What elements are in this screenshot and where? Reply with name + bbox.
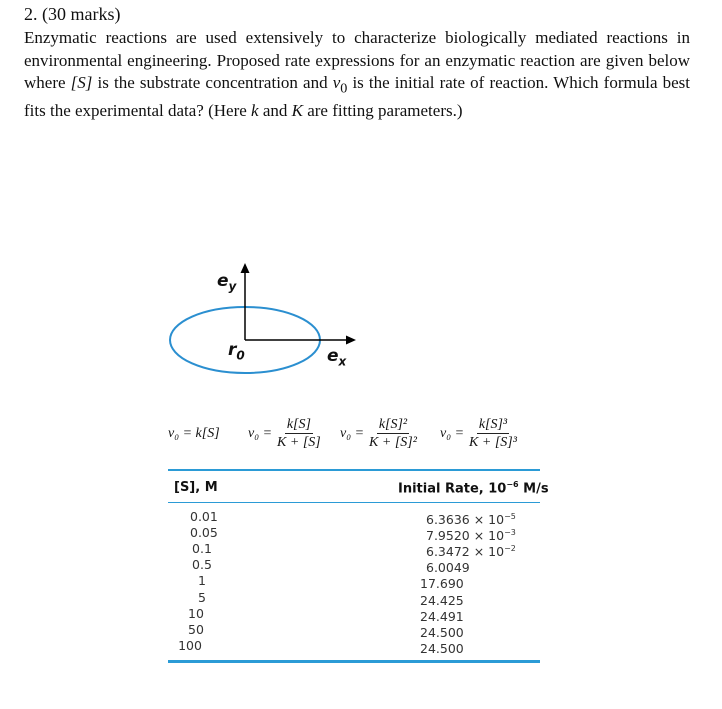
table-row-6-rate-base: 24.425: [420, 593, 464, 609]
formula-linear: [168, 414, 220, 454]
rate-header-unit: M/s: [518, 481, 549, 497]
formula-1-lhs: v₀ =: [168, 426, 193, 441]
table-row-4-s: 0.5: [192, 557, 212, 572]
table-row-1-rate-exp: −5: [504, 512, 516, 521]
formula-4-den: K + [S]³: [469, 435, 517, 450]
problem-text-1: Enzymatic reactions are used extensively to characterize biologically mediated reactions in environmental engineering. Proposed rate expressions for an enzymatic reaction are given below where: [24, 28, 690, 92]
table-row-3-s: 0.1: [192, 541, 212, 556]
r0-label-sub: 0: [236, 348, 245, 363]
formula-3-lhs: v₀ =: [340, 426, 365, 441]
formula-2-lhs: v₀ =: [248, 426, 273, 441]
problem-symbol-k: k: [251, 100, 259, 120]
table-row-3-rate-base: 6.3472 × 10: [426, 544, 505, 560]
problem-text-5: are fitting parameters.): [302, 100, 463, 120]
rate-header-base: Initial Rate, 10: [398, 481, 507, 497]
table-row-9-rate: [420, 638, 464, 657]
formula-2-den: K + [S]: [277, 435, 321, 450]
table-row-3-rate-exp: −2: [504, 544, 516, 553]
r0-label-base: r: [228, 340, 237, 360]
table-row-9-s: 100: [178, 638, 202, 653]
formula-third-order: [440, 414, 519, 454]
problem-text-3: is the initial rate of reaction. Which formula best fits the experimental data? (Here: [24, 73, 690, 120]
table-row-5-s: 1: [198, 573, 206, 588]
ey-label: [217, 271, 236, 293]
table-bottom-rule: [168, 660, 540, 663]
formula-3-fraction: [367, 417, 419, 451]
ey-label-sub: y: [228, 279, 237, 294]
problem-symbol-v-sub: 0: [340, 80, 348, 97]
table-row-4-rate-base: 6.0049: [426, 560, 470, 576]
problem-text-4: and: [258, 100, 292, 120]
table-row-5-rate-base: 17.690: [420, 576, 464, 592]
table-row-7-s: 10: [188, 606, 204, 621]
table-row-1-rate-base: 6.3636 × 10: [426, 512, 505, 528]
formula-4-num: k[S]³: [478, 417, 508, 432]
table-row-7-rate-base: 24.491: [420, 609, 464, 625]
formula-2-num: k[S]: [286, 417, 311, 432]
diagram-figure: [160, 255, 380, 385]
rate-header-exp: −6: [506, 480, 519, 489]
problem-symbol-v: v: [332, 73, 341, 92]
table-header-rule: [168, 502, 540, 503]
table-row-9-rate-base: 24.500: [420, 641, 464, 657]
formula-3-num: k[S]²: [378, 417, 408, 432]
question-heading: 2. (30 marks): [24, 4, 121, 24]
ellipse-diagram: [160, 255, 380, 385]
problem-text-2: is the substrate concentration and: [92, 73, 333, 92]
table-row-6-s: 5: [198, 590, 206, 605]
table-row-8-s: 50: [188, 622, 204, 637]
table-row-8-rate-base: 24.500: [420, 625, 464, 641]
column-header-rate: [398, 480, 549, 496]
formula-4-lhs: v₀ =: [440, 426, 465, 441]
formula-michaelis-menten: [248, 414, 323, 454]
ex-arrowhead: [346, 336, 356, 345]
problem-symbol-s: [S]: [70, 73, 93, 92]
ey-arrowhead: [241, 263, 250, 273]
problem-symbol-K: K: [291, 100, 303, 120]
table-row-2-s: 0.05: [190, 525, 218, 540]
table-row-2-rate-base: 7.9520 × 10: [426, 528, 505, 544]
formula-3-den: K + [S]²: [369, 435, 417, 450]
table-row-2-rate-exp: −3: [504, 528, 516, 537]
formula-4-fraction: [467, 417, 519, 451]
table-top-rule: [168, 469, 540, 471]
table-row-1-s: 0.01: [190, 509, 218, 524]
r0-label: [228, 340, 245, 362]
formula-1-expr: k[S]: [195, 426, 220, 441]
problem-statement: [24, 27, 690, 122]
ex-label-sub: x: [338, 354, 347, 369]
ey-label-base: e: [217, 271, 229, 291]
formula-2-fraction: [275, 417, 323, 451]
column-header-substrate: [S], M: [174, 480, 218, 495]
formula-second-order: [340, 414, 419, 454]
ex-label: [327, 346, 346, 368]
rate-formulas: [168, 414, 568, 454]
ex-label-base: e: [327, 346, 339, 366]
